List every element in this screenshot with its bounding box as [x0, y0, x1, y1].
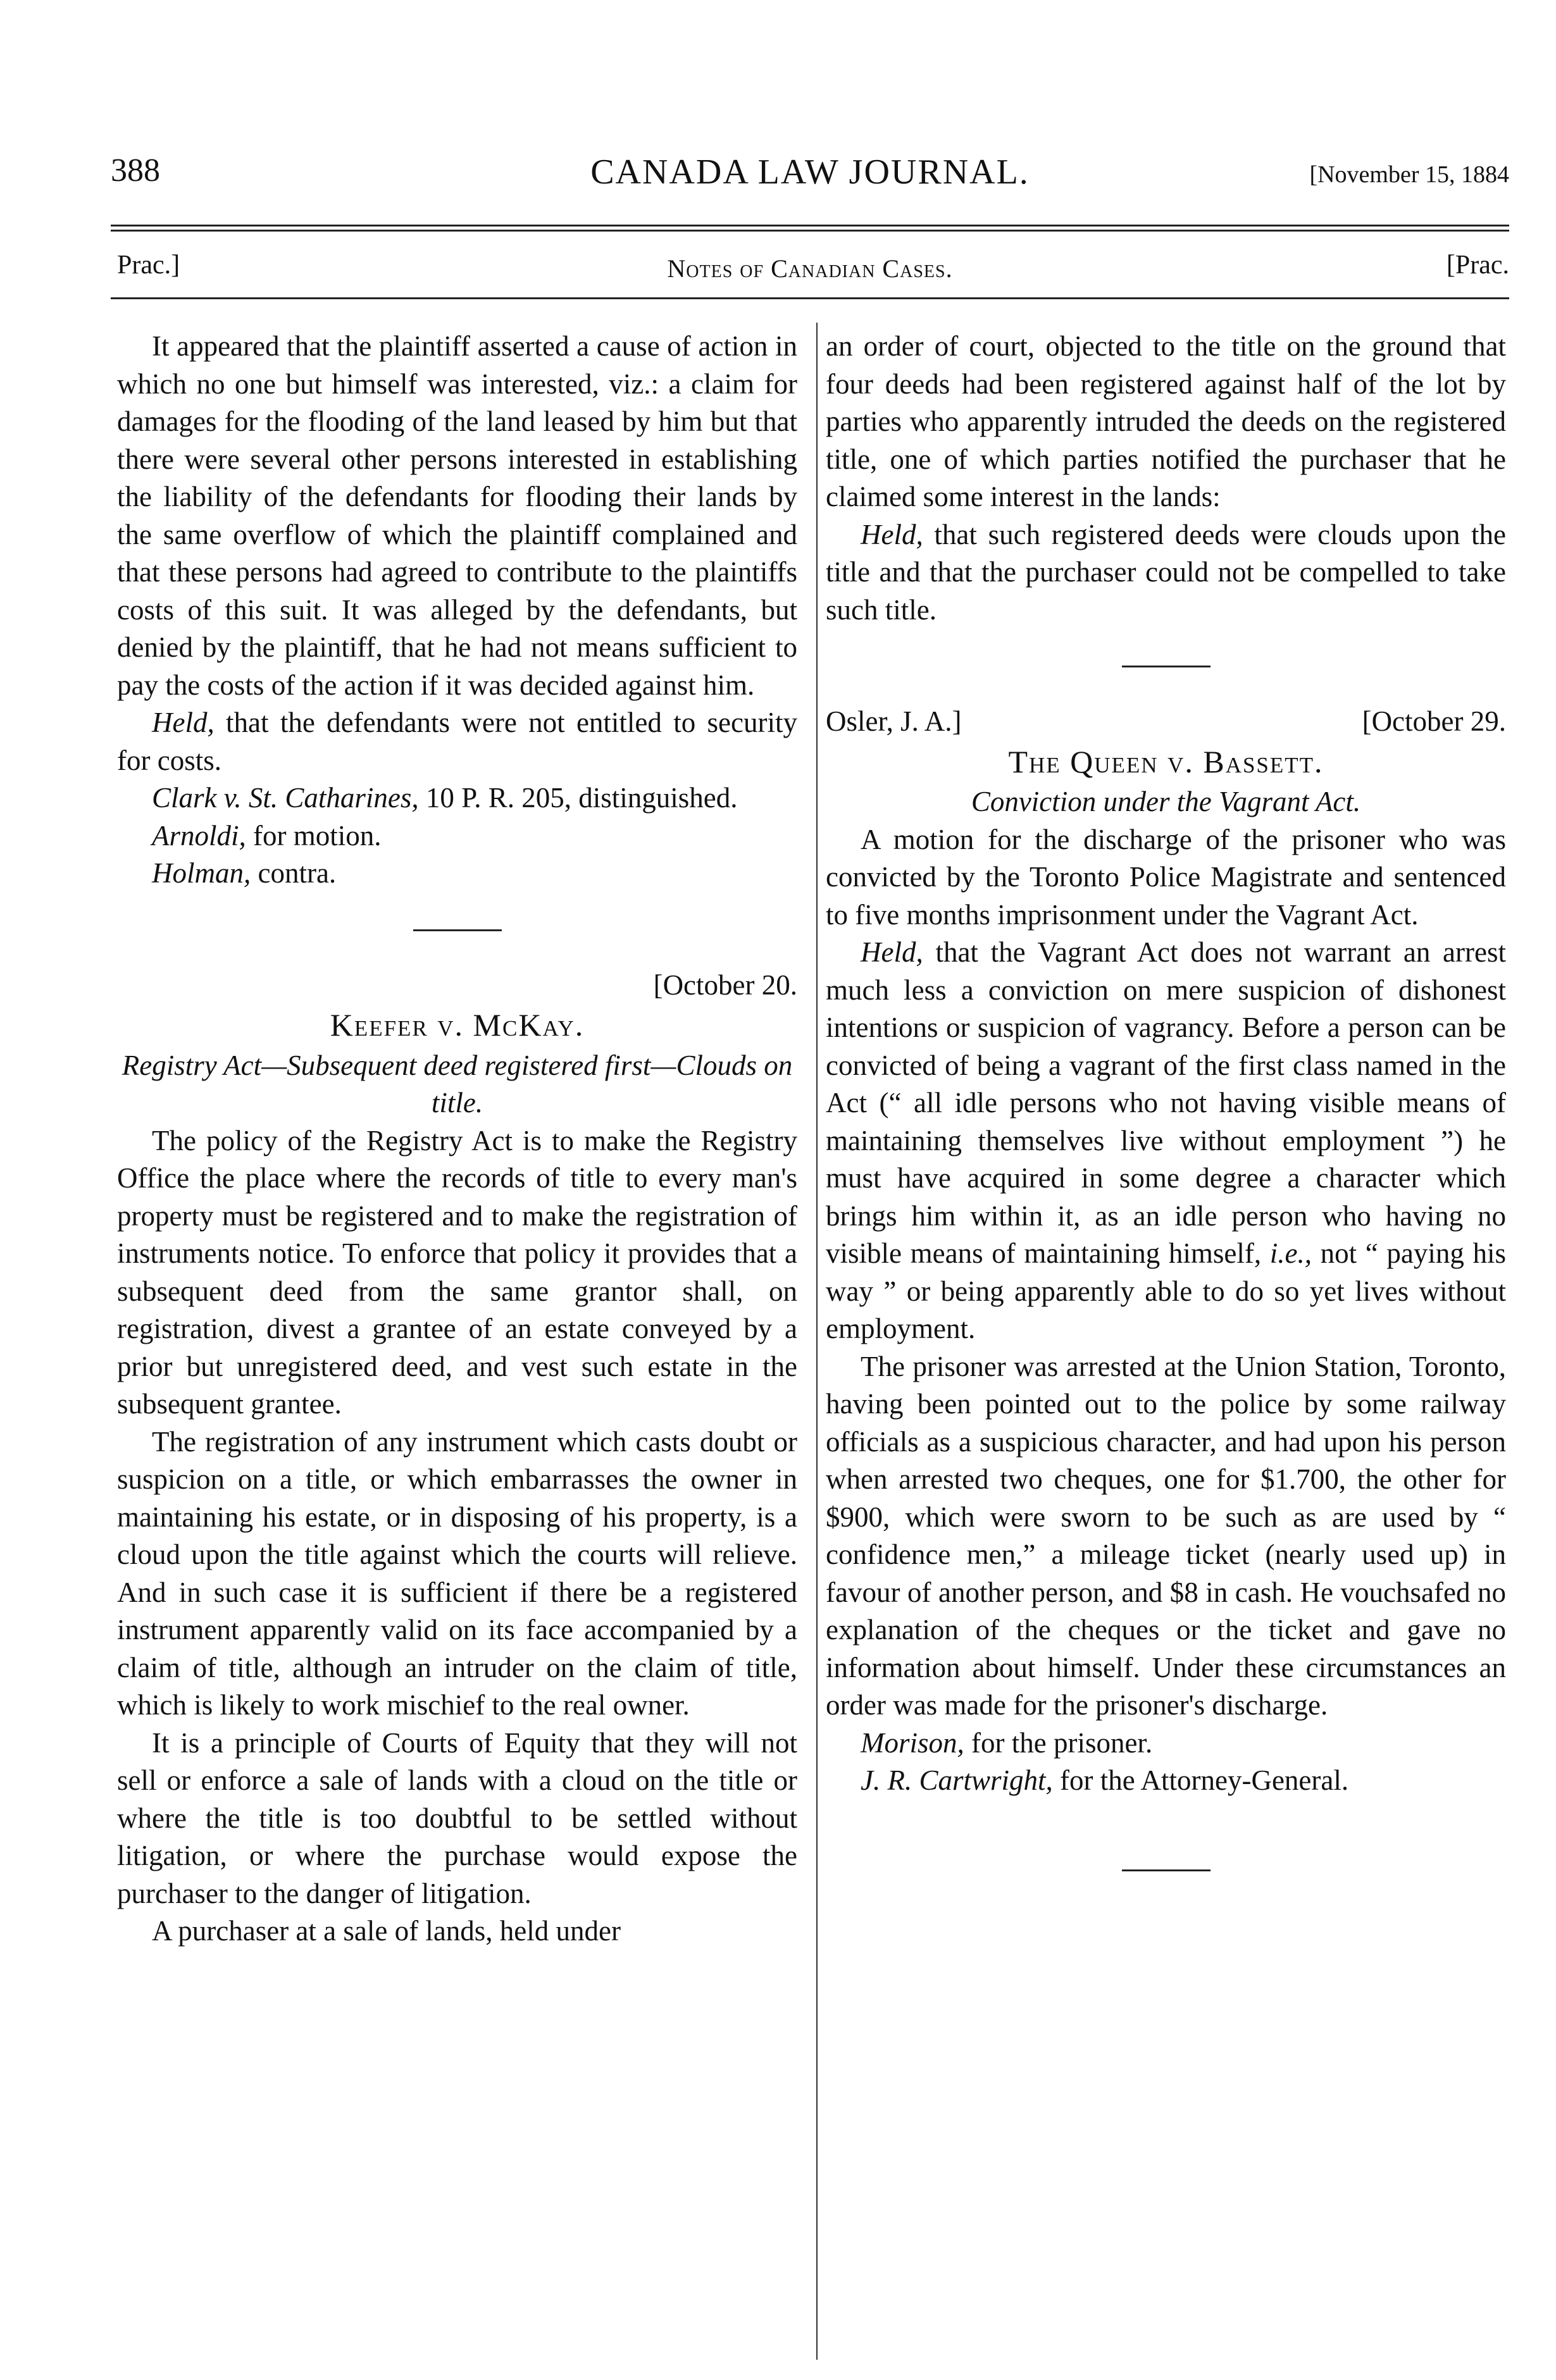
- counsel-role: for the prisoner.: [964, 1726, 1153, 1759]
- issue-date: [November 15, 1884: [1309, 161, 1509, 188]
- column-divider: [816, 323, 818, 2360]
- held-text: not “ paying his way ” or being apparently able to do so yet lives without employment.: [826, 1237, 1506, 1344]
- judge-line: [826, 703, 1506, 741]
- holding: [117, 704, 797, 779]
- separator-rule: [413, 929, 502, 931]
- subheader-rule: [111, 297, 1509, 299]
- paragraph: The registration of any instrument which casts doubt or suspicion on a title, or which embarrasses the owner in maintaining his estate, or in disposing of his property, is a cloud upon the title against which the courts will relieve. And in such case it is sufficient if there be a registered instrument apparently valid on its face accompanied by a claim of title, although an intruder on the claim of title, which is likely to work mischief to the real owner.: [117, 1425, 797, 1721]
- counsel-line: [826, 1725, 1506, 1763]
- case-subtitle: Conviction under the Vagrant Act.: [971, 786, 1361, 817]
- page-number: 388: [111, 152, 160, 189]
- paragraph: It is a principle of Courts of Equity that they will not sell or enforce a sale of lands with a cloud on the title or where the title is too doubtful to be settled without litigation, or where the purchase would expose the purchaser to the danger of litigation.: [117, 1726, 797, 1909]
- case-date: [October 20.: [653, 969, 797, 1001]
- case-subtitle: Registry Act—Subsequent deed registered first—Clouds on title.: [121, 1049, 793, 1119]
- case-date: [October 29.: [1362, 705, 1506, 737]
- counsel-name: Arnoldi,: [152, 819, 246, 852]
- citation: [117, 779, 797, 817]
- left-column: [117, 328, 797, 1950]
- case-title: The Queen v. Bassett.: [1008, 743, 1324, 779]
- paragraph: The policy of the Registry Act is to make the Registry Office the place where the records of title to every man's property must be registered and to make the registration of instruments notice. To enforce that policy it provides that a subsequent deed from the same grantor shall, on registration, divest a grantee of an estate conveyed by a prior but unregistered deed, and vest such estate in the subsequent grantee.: [117, 1124, 797, 1420]
- paragraph: A purchaser at a sale of lands, held under: [152, 1915, 621, 1947]
- paragraph: It appeared that the plaintiff asserted a cause of action in which no one but himself was interested, viz.: a claim for damages for the flooding of the land leased by him but that there were several other persons interested in establishing the liability of the defendants for flooding their lands by the same overflow of which the plaintiff complained and that these persons had agreed to contribute to the plaintiffs costs of this suit. It was alleged by the defendants, but denied by the plaintiff, that he had not means sufficient to pay the costs of the action if it was decided against him.: [117, 330, 797, 701]
- counsel-role: for the Attorney-General.: [1052, 1764, 1349, 1796]
- held-label: Held,: [861, 518, 923, 550]
- journal-title: CANADA LAW JOURNAL.: [590, 152, 1030, 192]
- ie-abbrev: i.e.,: [1269, 1237, 1312, 1269]
- paragraph: The prisoner was arrested at the Union Station, Toronto, having been pointed out to the police by some railway officials as a suspicious character, and had upon his person when arrested two cheques, one for $1.700, the other for $900, which were sworn to be such as are used by “ confidence men,” a mileage ticket (nearly used up) in favour of another person, and $8 in cash. He vouchsafed no explanation of the cheques or the ticket and gave no information about himself. Under these circumstances an order was made for the prisoner's discharge.: [826, 1350, 1506, 1721]
- holding: [826, 516, 1506, 629]
- separator-rule: [1122, 1869, 1211, 1871]
- section-title: Notes of Canadian Cases.: [667, 254, 953, 283]
- paragraph: A motion for the discharge of the prisoner who was convicted by the Toronto Police Magistrate and sentenced to five months imprisonment under the Vagrant Act.: [826, 823, 1506, 931]
- held-label: Held,: [861, 936, 923, 968]
- case-title: Keefer v. McKay.: [330, 1007, 585, 1043]
- held-text: that such registered deeds were clouds upon the title and that the purchaser could not be compelled to take such title.: [826, 518, 1506, 626]
- held-text: that the Vagrant Act does not warrant an arrest much less a conviction on mere suspicion of dishonest intentions or suspicion of vagrancy. Before a person can be convicted of being a vagrant of the first class named in the Act (“ all idle persons who not having visible means of maintaining themselves live without employment ”) he must have acquired in some degree a character which brings him within it, as an idle person who having no visible means of maintaining himself,: [826, 936, 1506, 1269]
- counsel-name: J. R. Cartwright,: [861, 1764, 1053, 1796]
- counsel-role: contra.: [251, 857, 337, 889]
- paragraph: an order of court, objected to the title on the ground that four deeds had been registered against half of the lot by parties who apparently intruded the deeds on the registered title, one of which parties notified the purchaser that he claimed some interest in the lands:: [826, 330, 1506, 512]
- counsel-name: Morison,: [861, 1726, 964, 1759]
- right-column: [826, 328, 1506, 1907]
- section-right: [Prac.: [1446, 251, 1509, 280]
- holding: [826, 934, 1506, 1348]
- counsel-line: [117, 855, 797, 893]
- counsel-role: for motion.: [246, 819, 382, 852]
- held-text: that the defendants were not entitled to security for costs.: [117, 707, 797, 776]
- counsel-line: [826, 1762, 1506, 1800]
- section-header: [111, 250, 1509, 288]
- running-header: [111, 152, 1509, 209]
- counsel-name: Holman,: [152, 857, 251, 889]
- header-rule-double: [111, 230, 1509, 232]
- cited-case: Clark v. St. Catharines,: [152, 782, 419, 814]
- section-left: Prac.]: [117, 251, 180, 280]
- header-rule-top: [111, 225, 1509, 226]
- judge-name: Osler, J. A.]: [826, 705, 962, 737]
- counsel-line: [117, 817, 797, 855]
- held-label: Held,: [152, 707, 215, 738]
- separator-rule: [1122, 666, 1211, 667]
- citation-text: 10 P. R. 205, distinguished.: [418, 782, 738, 814]
